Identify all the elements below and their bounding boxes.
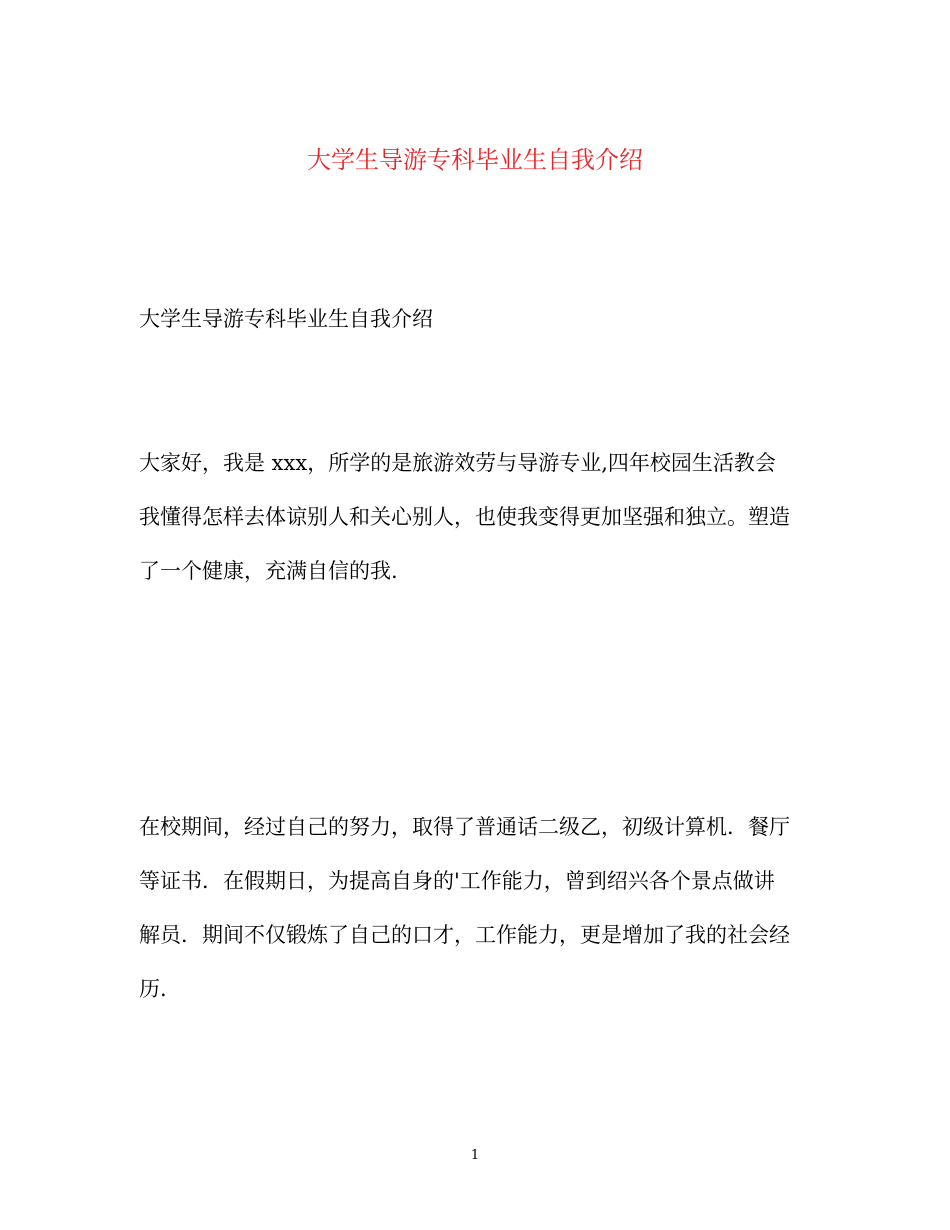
paragraph-line: 在校期间，经过自己的努力，取得了普通话二级乙，初级计算机．餐厅 [139,815,790,839]
paragraph-line: 解员．期间不仅锻炼了自己的口才，工作能力，更是增加了我的社会经 [139,923,790,947]
paragraph-line: 等证书．在假期日，为提高自身的'工作能力，曾到绍兴各个景点做讲 [139,869,775,893]
paragraph-1 [139,436,829,598]
paragraph-line: 我懂得怎样去体谅别人和关心别人，也使我变得更加坚强和独立。塑造 [139,505,790,529]
paragraph-2 [139,800,829,1016]
subtitle-line: 大学生导游专科毕业生自我介绍 [139,307,433,331]
document-subtitle [139,292,829,346]
paragraph-line: 历. [139,977,167,1001]
page-number: 1 [470,1148,480,1163]
paragraph-line: 了一个健康，充满自信的我. [139,559,398,583]
document-title: 大学生导游专科毕业生自我介绍 [307,146,643,174]
paragraph-line: 大家好，我是 xxx，所学的是旅游效劳与导游专业,四年校园生活教会 [139,451,776,475]
